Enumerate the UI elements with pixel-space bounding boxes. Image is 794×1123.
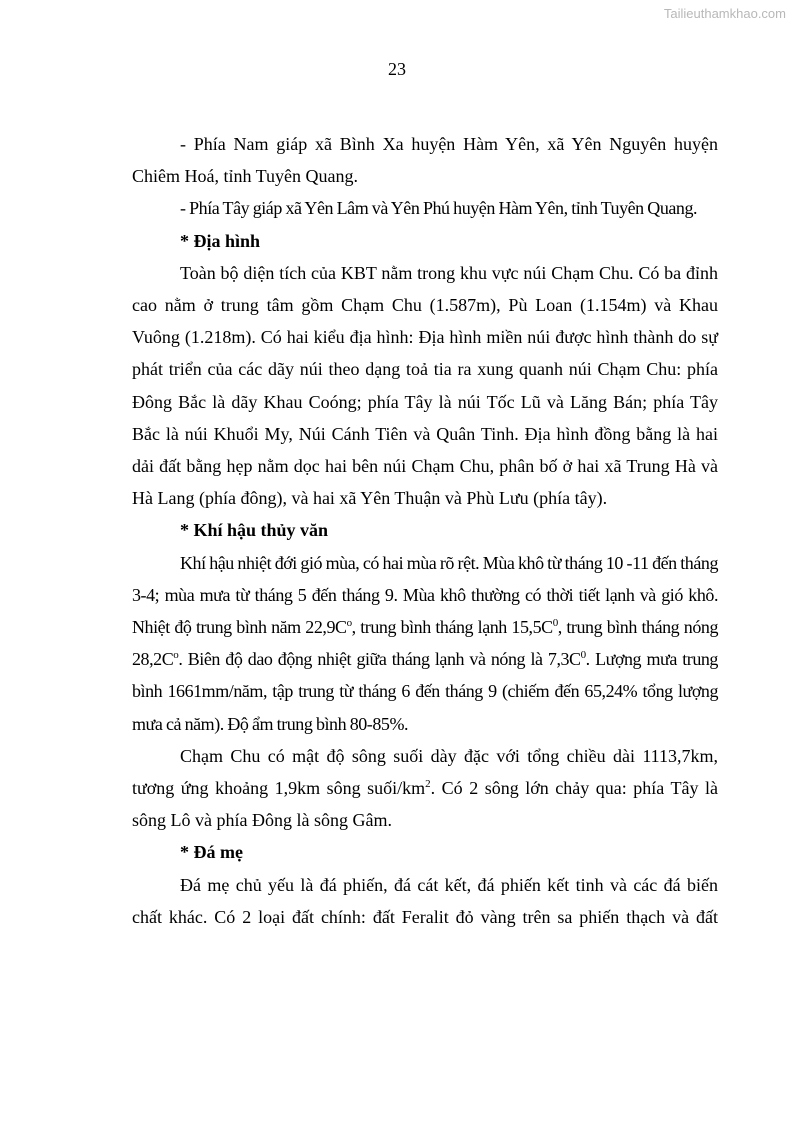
climate-paragraph xyxy=(132,547,718,740)
climate-heading: * Khí hậu thủy văn xyxy=(180,520,329,541)
climate-text-4: . Biên độ dao động nhiệt giữa tháng lạnh và nóng là 7,3C xyxy=(178,649,581,670)
bedrock-paragraph: Đá mẹ chủ yếu là đá phiến, đá cát kết, đá phiến kết tinh và các đá biến chất khác. Có 2 loại đất chính: đất Feralit đỏ vàng trên sa phiến thạch và đất xyxy=(132,874,718,927)
bedrock-heading: * Đá mẹ xyxy=(180,842,243,863)
terrain-heading: * Địa hình xyxy=(180,230,261,251)
watermark: Tailieuthamkhao.com xyxy=(663,6,786,21)
terrain-paragraph: Toàn bộ diện tích của KBT nằm trong khu vực núi Chạm Chu. Có ba đỉnh cao nằm ở trung tâm gồm Chạm Chu (1.587m), Pù Loan (1.154m) và Khau Vuông (1.218m). Có hai kiểu địa hình: Địa hình miền núi được hình thành do sự phát triển của các dãy núi theo dạng toả tia ra xung quanh núi Chạm Chu: phía Đông Bắc là dãy Khau Coóng; phía Tây là núi Tốc Lũ và Lăng Bán; phía Tây Bắc là núi Khuổi My, Núi Cánh Tiên và Quân Tinh. Địa hình đồng bằng là hai dải đất bằng hẹp nằm dọc hai bên núi Chạm Chu, phân bố ở hai xã Trung Hà và Hà Lang (phía đông), và hai xã Yên Thuận và Phù Lưu (phía tây). xyxy=(132,262,718,509)
degree-superscript: 0 xyxy=(552,617,558,630)
border-west-paragraph: - Phía Tây giáp xã Yên Lâm và Yên Phú huyện Hàm Yên, tỉnh Tuyên Quang. xyxy=(180,198,698,219)
degree-superscript: o xyxy=(173,649,179,662)
document-body xyxy=(132,128,718,933)
rivers-text-1: Chạm Chu có mật độ sông suối dày đặc với tổng chiều dài 1113,7km, tương ứng khoảng 1,9km sông suối/km xyxy=(132,745,718,799)
climate-text-3: , trung bình tháng nóng 28,2C xyxy=(132,617,718,670)
rivers-text-2: . Có 2 sông lớn chảy qua: phía Tây là sông Lô và phía Đông là sông Gâm. xyxy=(132,778,718,831)
page-number: 23 xyxy=(388,59,406,79)
border-south-paragraph: - Phía Nam giáp xã Bình Xa huyện Hàm Yên, xã Yên Nguyên huyện Chiêm Hoá, tỉnh Tuyên Quang. xyxy=(132,134,718,187)
area-superscript: 2 xyxy=(425,778,431,791)
rivers-paragraph xyxy=(132,740,718,837)
climate-text-1: Khí hậu nhiệt đới gió mùa, có hai mùa rõ rệt. Mùa khô từ tháng 10 -11 đến tháng 3-4; mùa mưa từ tháng 5 đến tháng 9. Mùa khô thường có thời tiết lạnh và gió khô. Nhiệt độ trung bình năm 22,9C xyxy=(132,552,718,638)
degree-superscript: o xyxy=(346,617,352,630)
climate-text-2: , trung bình tháng lạnh 15,5C xyxy=(351,617,553,638)
climate-text-5: . Lượng mưa trung bình 1661mm/năm, tập trung từ tháng 6 đến tháng 9 (chiếm đến 65,24% tổng lượng mưa cả năm). Độ ẩm trung bình 80-85%. xyxy=(132,649,718,734)
degree-superscript: 0 xyxy=(580,649,586,662)
